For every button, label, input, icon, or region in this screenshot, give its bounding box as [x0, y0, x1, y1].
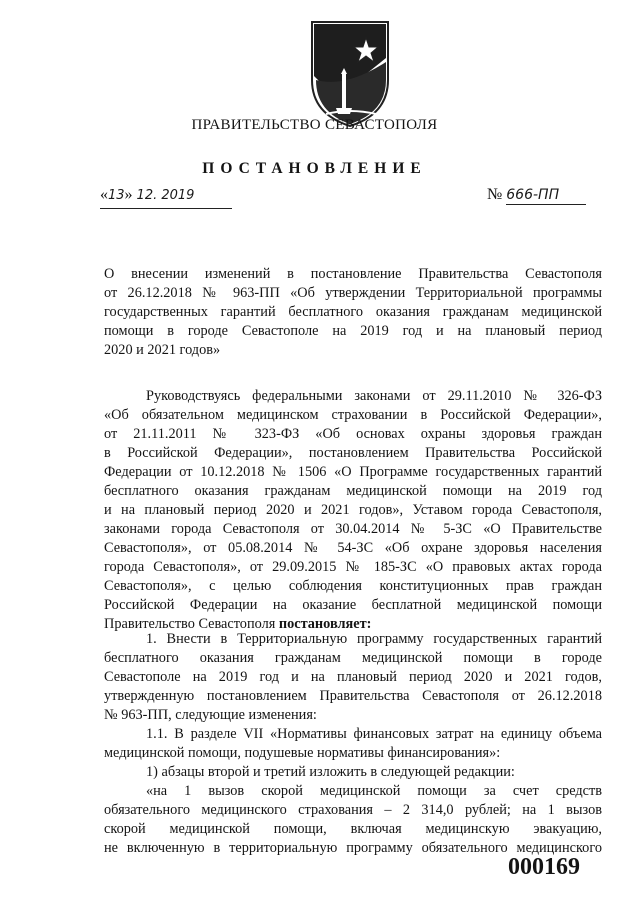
document-subject	[104, 265, 602, 360]
preamble-line: Федерации от 10.12.2018 № 1506 «О Программе государственных гарантий	[104, 464, 602, 480]
document-type-title: ПОСТАНОВЛЕНИЕ	[202, 160, 427, 177]
preamble-line: Руководствуясь федеральными законами от 29.11.2010 № 326-ФЗ	[146, 388, 602, 404]
preamble-line: города Севастополя», от 29.09.2015 № 185-ЗС «О правовых актах города	[104, 559, 602, 575]
item-1-section	[104, 630, 602, 858]
document-date	[100, 186, 232, 209]
preamble-line: Российской Федерации на оказание бесплатной медицинской помощи	[104, 597, 602, 613]
coat-of-arms-emblem	[306, 18, 394, 130]
item-line: Севастополе на 2019 год и на плановый период 2020 и 2021 годов,	[104, 669, 602, 685]
subject-line: помощи в городе Севастополе на 2019 год и на плановый период	[104, 323, 602, 339]
preamble-resolves: постановляет:	[278, 616, 372, 632]
date-open-quote: «	[100, 186, 108, 203]
preamble-line: и на плановый период 2020 и 2021 годов», Уставом города Севастополя,	[104, 502, 602, 518]
item-line: медицинской помощи, подушевые нормативы финансирования»:	[104, 745, 501, 761]
preamble-final-text: Правительство Севастополя	[104, 616, 276, 632]
subject-line: 2020 и 2021 годов»	[104, 342, 221, 358]
item-line: утвержденную постановлением Правительства Севастополя от 26.12.2018	[104, 688, 602, 704]
number-value: 666-ПП	[506, 187, 560, 203]
number-prefix: №	[487, 186, 503, 203]
item-line: обязательного медицинского страхования – 2 314,0 рублей; на 1 вызов	[104, 802, 602, 818]
preamble-paragraph	[104, 387, 602, 634]
preamble-line: Севастополя», от 05.08.2014 № 54-ЗС «Об охране здоровья населения	[104, 540, 602, 556]
item-line: скорой медицинской помощи, включая медицинскую эвакуацию,	[104, 821, 602, 837]
preamble-line: «Об обязательном медицинском страховании в Российской Федерации»,	[104, 407, 602, 423]
item-line: «на 1 вызов скорой медицинской помощи за счет средств	[146, 783, 602, 799]
date-close-quote: »	[124, 186, 133, 203]
preamble-line: бесплатного оказания гражданам медицинской помощи на 2019 год	[104, 483, 602, 499]
preamble-line: Севастополя», с целью соблюдения конституционных прав граждан	[104, 578, 602, 594]
subject-line: О внесении изменений в постановление Правительства Севастополя	[104, 266, 602, 282]
subject-line: от 26.12.2018 № 963-ПП «Об утверждении Территориальной программы	[104, 285, 602, 301]
document-number	[487, 186, 611, 208]
subject-line: государственных гарантий бесплатного оказания гражданам медицинской	[104, 304, 602, 320]
item-line: 1) абзацы второй и третий изложить в следующей редакции:	[146, 764, 515, 780]
date-day: 13	[108, 188, 125, 203]
date-month-year: 12. 2019	[136, 188, 195, 203]
item-line: 1.1. В разделе VII «Нормативы финансовых затрат на единицу объема	[146, 726, 602, 742]
preamble-line: законами города Севастополя от 30.04.2014 № 5-ЗС «О Правительстве	[104, 521, 602, 537]
item-line: № 963-ПП, следующие изменения:	[104, 707, 317, 723]
item-line: бесплатного оказания гражданам медицинской помощи в городе	[104, 650, 602, 666]
item-line: не включенную в территориальную программу обязательного медицинского	[104, 840, 602, 856]
government-header: ПРАВИТЕЛЬСТВО СЕВАСТОПОЛЯ	[191, 117, 438, 133]
preamble-line: от 21.11.2011 № 323-ФЗ «Об основах охраны здоровья граждан	[104, 426, 602, 442]
page-serial-number: 000169	[508, 854, 580, 880]
preamble-line: в Российской Федерации», постановлением Правительства Российской	[104, 445, 602, 461]
item-line: 1. Внести в Территориальную программу государственных гарантий	[146, 631, 602, 647]
